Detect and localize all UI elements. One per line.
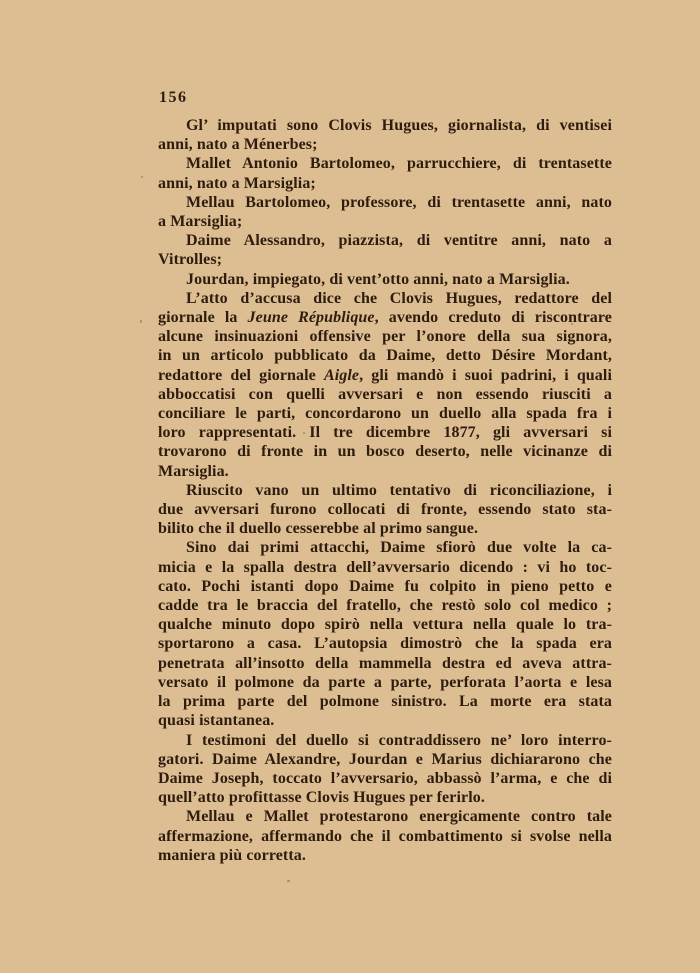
paragraph (158, 289, 612, 481)
text-line (158, 807, 612, 826)
paragraph (158, 231, 612, 269)
text-line (158, 174, 612, 193)
text-segment: Mellau e Mallet protestarono energicamente contro tale (186, 808, 612, 826)
text-segment: la prima parte del polmone sinistro. La morte era stata (158, 693, 612, 711)
italic-text: Aigle (323, 366, 360, 384)
text-segment: , avendo creduto di riscontrare (374, 309, 612, 327)
text-segment: , gli mandò i suoi padrini, i quali (359, 366, 613, 384)
paragraph (158, 807, 612, 865)
text-segment: sportarono a casa. L’autopsia dimostrò che la spada era (158, 635, 612, 653)
text-segment: gatori. Daime Alexandre, Jourdan e Marius dichiararono che (158, 750, 612, 768)
text-line (158, 692, 612, 711)
paragraph (158, 193, 612, 231)
text-line (158, 404, 612, 423)
text-segment: versato il polmone da parte a parte, perforata l’aorta e lesa (158, 673, 612, 691)
text-segment: maniera più corretta. (158, 846, 306, 864)
text-segment: Gl’ imputati sono Clovis Hugues, giornalista, di ventisei (186, 117, 612, 134)
text-segment: conciliare le parti, concordarono un duello alla spada fra i (158, 405, 612, 423)
text-line (158, 500, 612, 519)
text-segment: quasi istantanea. (158, 712, 275, 730)
text-segment: L’atto d’accusa dice che Clovis Hugues, redattore del (186, 289, 612, 307)
scan-speck (287, 880, 290, 882)
text-segment: loro rappresentati. Il tre dicembre 1877, gli avversari si (158, 424, 612, 442)
text-line (158, 519, 612, 538)
text-line (158, 827, 612, 846)
page-number: 156 (159, 89, 188, 106)
scan-speck (141, 176, 143, 178)
text-segment: cadde tra le braccia del fratello, che restò solo col medico ; (158, 597, 612, 615)
text-line (158, 116, 612, 135)
text-segment: trovarono di fronte in un bosco deserto, nelle vicinanze di (158, 443, 612, 461)
text-segment: cato. Pochi istanti dopo Daime fu colpito in pieno petto e (158, 577, 612, 595)
text-segment: giornale la (158, 309, 248, 327)
text-line (158, 673, 612, 692)
text-line (158, 442, 612, 461)
text-line (158, 846, 612, 865)
text-line (158, 634, 612, 653)
text-segment: Mellau Bartolomeo, professore, di trentasette anni, nato (186, 193, 612, 211)
text-segment: Mallet Antonio Bartolomeo, parrucchiere, di trentasette (186, 155, 612, 173)
text-line (158, 308, 612, 327)
paragraph (158, 116, 612, 154)
text-segment: I testimoni del duello si contraddissero ne’ loro interro- (186, 731, 612, 749)
text-segment: quell’atto profittasse Clovis Hugues per ferirlo. (158, 789, 485, 807)
text-line (158, 231, 612, 250)
page-text (158, 116, 612, 865)
paragraph (158, 270, 612, 289)
text-segment: micia e la spalla destra dell’avversario dicendo : vi ho toc- (158, 558, 612, 576)
text-segment: qualche minuto dopo spirò nella vettura nella quale lo tra- (158, 616, 612, 634)
text-line (158, 366, 612, 385)
text-segment: penetrata all’insotto della mammella destra ed aveva attra- (158, 654, 612, 672)
text-line (158, 327, 612, 346)
text-segment: Vitrolles; (158, 251, 223, 269)
text-segment: bilito che il duello cesserebbe al primo sangue. (158, 520, 479, 538)
text-segment: in un articolo pubblicato da Daime, detto Désire Mordant, (158, 347, 612, 365)
text-line (158, 346, 612, 365)
text-line (158, 750, 612, 769)
text-line (158, 462, 612, 481)
text-line (158, 596, 612, 615)
text-line (158, 250, 612, 269)
text-line (158, 577, 612, 596)
scan-speck (303, 432, 305, 434)
text-line (158, 193, 612, 212)
text-segment: Daime Joseph, toccato l’avversario, abbassò l’arma, e che di (158, 769, 612, 787)
text-segment: anni, nato a Ménerbes; (158, 136, 318, 154)
text-line (158, 731, 612, 750)
text-line (158, 289, 612, 308)
paragraph (158, 154, 612, 192)
text-line (158, 135, 612, 154)
text-segment: Sino dai primi attacchi, Daime sfiorò due volte la ca- (186, 539, 612, 557)
text-line (158, 558, 612, 577)
text-segment: a Marsiglia; (158, 213, 243, 231)
paragraph (158, 481, 612, 539)
scan-speck (140, 320, 142, 323)
text-segment: anni, nato a Marsiglia; (158, 174, 316, 192)
text-line (158, 769, 612, 788)
paragraph (158, 538, 612, 730)
text-line (158, 385, 612, 404)
text-segment: Marsiglia. (158, 462, 229, 480)
text-segment: abboccatisi con quelli avversari e non essendo riusciti a (158, 385, 612, 403)
text-segment: affermazione, affermando che il combattimento si svolse nella (158, 827, 612, 845)
text-line (158, 270, 612, 289)
paragraph (158, 731, 612, 808)
text-segment: Jourdan, impiegato, di vent’otto anni, nato a Marsiglia. (186, 270, 570, 288)
text-line (158, 538, 612, 557)
text-line (158, 212, 612, 231)
text-line (158, 481, 612, 500)
text-line (158, 788, 612, 807)
text-segment: Riuscito vano un ultimo tentativo di riconciliazione, i (186, 481, 612, 499)
text-line (158, 654, 612, 673)
text-line (158, 711, 612, 730)
text-line (158, 615, 612, 634)
text-line (158, 154, 612, 173)
text-segment: alcune insinuazioni offensive per l’onore della sua signora, (158, 328, 612, 346)
text-segment: Daime Alessandro, piazzista, di ventitre anni, nato a (186, 232, 612, 250)
scan-speck (571, 323, 573, 325)
text-line (158, 423, 612, 442)
text-segment: due avversari furono collocati di fronte, essendo stato sta- (158, 501, 612, 519)
text-segment: redattore del giornale (158, 366, 324, 384)
italic-text: Jeune République (247, 309, 375, 327)
